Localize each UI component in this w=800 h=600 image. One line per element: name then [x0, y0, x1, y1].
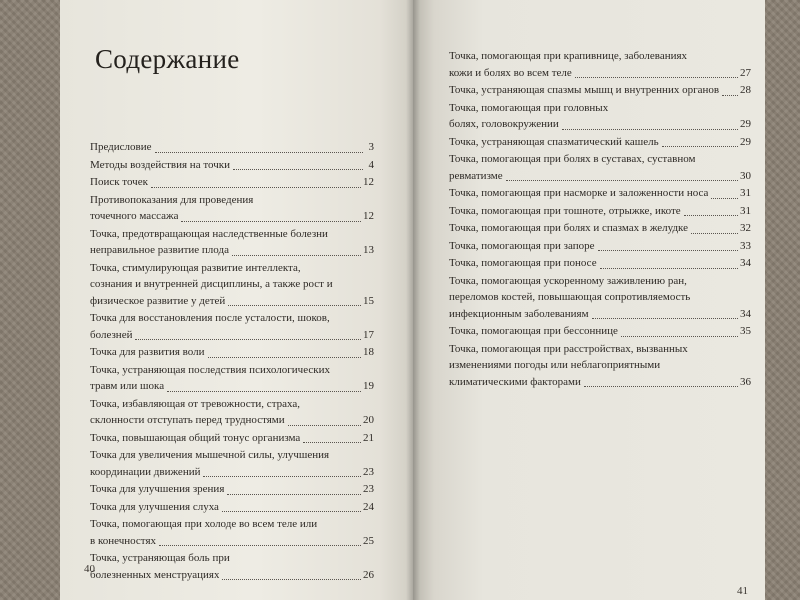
dot-leader [181, 219, 361, 222]
toc-entry-line [90, 310, 374, 327]
toc-entry [449, 203, 751, 220]
dot-leader [506, 178, 738, 181]
toc-entry-title: инфекционным заболеваниям [449, 307, 589, 320]
toc-entry-line [449, 203, 751, 220]
toc-page-number: 20 [363, 414, 374, 426]
page-number-left: 40 [84, 563, 95, 575]
dot-leader [662, 144, 738, 147]
toc-entry [449, 82, 751, 99]
page-title: Содержание [95, 44, 240, 74]
book-gutter [406, 0, 420, 600]
toc-entry-title: неправильное развитие плода [90, 244, 229, 256]
toc-entry-line [90, 396, 374, 413]
toc-entry-line [90, 499, 374, 516]
toc-entry-line [90, 226, 374, 243]
toc-entry [449, 185, 751, 202]
toc-page-number: 24 [363, 500, 374, 513]
toc-entry-title: Точка, помогающая при насморке и заложенности носа [449, 187, 709, 199]
dot-leader [575, 75, 738, 78]
toc-entry [449, 255, 751, 272]
toc-entry-title: Точка, устраняющая боль при [90, 552, 230, 564]
toc-entry [449, 238, 751, 255]
toc-entry-title: Точка, помогающая при крапивнице, заболеваниях [449, 50, 688, 62]
toc-entry-line [90, 362, 374, 379]
toc-entry-title: Точка для улучшения слуха [90, 500, 219, 513]
toc-entry-line [90, 344, 374, 361]
dot-leader [159, 543, 361, 546]
toc-entry-line [449, 323, 751, 340]
toc-entry-line [90, 174, 374, 191]
toc-entry-title: болезней [90, 328, 133, 341]
toc-entry-title: кожи и болях во всем теле [449, 66, 572, 79]
toc-entry-line [449, 100, 751, 117]
toc-list-left [90, 139, 374, 584]
toc-entry-line [449, 341, 751, 358]
toc-entry-line [90, 533, 374, 550]
toc-entry [449, 220, 751, 237]
dot-leader [621, 334, 738, 337]
toc-entry-line [90, 412, 374, 429]
toc-entry-title: Точка, предотвращающая наследственные болезни [90, 227, 328, 240]
toc-entry [90, 481, 374, 498]
toc-entry-title: Точка, помогающая при тошноте, отрыжке, икоте [449, 204, 681, 217]
toc-page-number: 17 [363, 328, 374, 341]
dot-leader [232, 253, 361, 256]
toc-entry-line [90, 293, 374, 310]
toc-page-number: 36 [740, 375, 751, 388]
toc-entry-title: Точка, помогающая при холоде во всем теле или [90, 518, 318, 530]
toc-entry-title: Точка для увеличения мышечной силы, улучшения [90, 449, 330, 461]
toc-page-number: 28 [740, 84, 751, 96]
toc-page-number: 23 [363, 483, 374, 495]
dot-leader [592, 316, 738, 319]
toc-entry-title: склонности отступать перед трудностями [90, 414, 285, 426]
toc-page-number: 31 [740, 204, 751, 217]
toc-entry [90, 139, 374, 156]
toc-entry-title: Точка, помогающая при бессоннице [449, 325, 618, 337]
toc-entry-title: Точка, устраняющая спазматический кашель [449, 135, 659, 148]
dot-leader [151, 185, 361, 188]
toc-entry-title: сознания и внутренней дисциплины, а также рост и [90, 278, 333, 290]
toc-page-number: 3 [368, 141, 374, 153]
toc-entry-line [90, 378, 374, 395]
toc-entry [449, 151, 751, 184]
toc-page-number: 12 [363, 176, 374, 188]
toc-entry [90, 447, 374, 480]
toc-entry-line [90, 327, 374, 344]
toc-page-number: 19 [363, 380, 374, 392]
toc-entry [90, 260, 374, 310]
toc-entry [90, 344, 374, 361]
toc-page-number: 4 [368, 158, 374, 171]
toc-entry-title: Точка, устраняющая последствия психологических [90, 363, 330, 376]
toc-entry-line [90, 567, 374, 584]
toc-entry [90, 550, 374, 583]
page-number-right: 41 [737, 585, 748, 597]
toc-entry-title: Противопоказания для проведения [90, 193, 254, 206]
toc-entry-title: точечного массажа [90, 210, 179, 222]
toc-entry-line [90, 260, 374, 277]
dot-leader [228, 303, 361, 306]
toc-entry-title: ревматизме [449, 169, 503, 182]
toc-entry-title: Точка, помогающая при поносе [449, 257, 597, 269]
toc-entry-line [90, 208, 374, 225]
toc-entry-line [449, 255, 751, 272]
toc-entry-line [449, 168, 751, 185]
toc-entry-title: Точка, помогающая при головных [449, 101, 609, 114]
toc-entry-title: Поиск точек [90, 176, 148, 188]
dot-leader [203, 474, 361, 477]
toc-entry-title: Точка, стимулирующая развитие интеллекта, [90, 261, 301, 274]
toc-entry-title: Точка, помогающая при запоре [449, 239, 595, 252]
dot-leader [288, 423, 361, 426]
toc-entry-line [449, 374, 751, 391]
toc-entry-line [90, 430, 374, 447]
toc-entry-line [90, 516, 374, 533]
toc-entry [90, 226, 374, 259]
dot-leader [598, 248, 739, 251]
toc-entry-line [90, 550, 374, 567]
toc-entry-line [90, 447, 374, 464]
dot-leader [562, 127, 738, 130]
dot-leader [584, 384, 738, 387]
toc-entry-line [90, 242, 374, 259]
dot-leader [208, 355, 361, 358]
dot-leader [722, 93, 738, 96]
toc-entry-title: травм или шока [90, 380, 165, 392]
toc-entry-title: Точка для восстановления после усталости, шоков, [90, 312, 330, 324]
toc-page-number: 29 [740, 118, 751, 130]
dot-leader [222, 509, 361, 512]
toc-page-number: 29 [740, 135, 751, 148]
toc-entry-line [449, 357, 751, 374]
toc-entry-line [449, 82, 751, 99]
toc-entry-title: климатическими факторами [449, 375, 581, 388]
toc-entry-title: Точка, помогающая при болях в суставах, суставном [449, 153, 696, 165]
toc-entry [449, 48, 751, 81]
toc-entry-line [449, 134, 751, 151]
toc-page-number: 18 [363, 346, 374, 358]
toc-page-number: 27 [740, 66, 751, 79]
toc-entry-line [449, 220, 751, 237]
toc-page-number: 25 [363, 534, 374, 547]
toc-entry-line [90, 464, 374, 481]
toc-page-number: 12 [363, 210, 374, 222]
dot-leader [155, 150, 364, 153]
toc-entry-title: переломов костей, повышающая сопротивляемость [449, 291, 691, 303]
dot-leader [600, 266, 738, 269]
toc-entry-line [449, 238, 751, 255]
toc-entry [90, 174, 374, 191]
dot-leader [167, 389, 361, 392]
toc-entry [90, 310, 374, 343]
toc-page-number: 26 [363, 568, 374, 581]
toc-page-number: 34 [740, 307, 751, 320]
toc-page-number: 35 [740, 325, 751, 337]
toc-entry [90, 192, 374, 225]
toc-entry-line [90, 481, 374, 498]
toc-entry-line [449, 151, 751, 168]
toc-entry-title: болях, головокружении [449, 118, 559, 130]
toc-entry-title: Точка для улучшения зрения [90, 483, 225, 495]
toc-entry [90, 516, 374, 549]
toc-entry-title: Предисловие [90, 141, 152, 153]
dot-leader [711, 196, 738, 199]
toc-entry-line [449, 116, 751, 133]
dot-leader [691, 231, 738, 234]
toc-entry-title: Методы воздействия на точки [90, 158, 230, 171]
dot-leader [135, 337, 361, 340]
toc-entry-line [449, 273, 751, 290]
dot-leader [684, 213, 738, 216]
toc-entry-line [449, 65, 751, 82]
toc-entry-title: Точка, помогающая при расстройствах, вызванных [449, 342, 688, 355]
toc-entry [449, 134, 751, 151]
toc-page-number: 21 [363, 431, 374, 444]
toc-entry-title: Точка, помогающая при болях и спазмах в желудке [449, 222, 689, 234]
dot-leader [222, 577, 361, 580]
toc-page-number: 33 [740, 239, 751, 252]
toc-entry-line [90, 276, 374, 293]
toc-page-number: 30 [740, 169, 751, 182]
toc-entry-line [90, 157, 374, 174]
toc-page-number: 23 [363, 465, 374, 478]
toc-entry-line [90, 192, 374, 209]
toc-entry [449, 273, 751, 323]
toc-entry [90, 430, 374, 447]
toc-page-number: 13 [363, 244, 374, 256]
toc-entry-title: Точка, избавляющая от тревожности, страха, [90, 397, 300, 410]
toc-entry [449, 100, 751, 133]
toc-entry-title: в конечностях [90, 534, 157, 547]
toc-list-right [449, 48, 751, 391]
toc-entry [90, 499, 374, 516]
toc-entry-line [90, 139, 374, 156]
toc-page-number: 34 [740, 257, 751, 269]
dot-leader [303, 440, 361, 443]
toc-entry-title: физическое развитие у детей [90, 294, 226, 307]
toc-entry [90, 396, 374, 429]
toc-entry-title: болезненных менструациях [90, 568, 220, 581]
toc-entry [449, 341, 751, 391]
toc-page-number: 15 [363, 294, 374, 307]
toc-entry-title: координации движений [90, 465, 201, 478]
toc-entry-title: изменениями погоды или неблагоприятными [449, 359, 661, 371]
dot-leader [227, 492, 361, 495]
toc-entry-line [449, 48, 751, 65]
toc-entry-line [449, 289, 751, 306]
toc-entry [90, 157, 374, 174]
toc-entry-title: Точка для развития воли [90, 346, 205, 358]
dot-leader [233, 167, 363, 170]
toc-entry-title: Точка, устраняющая спазмы мышц и внутренних органов [449, 84, 720, 96]
toc-entry-title: Точка, повышающая общий тонус организма [90, 431, 301, 444]
toc-entry [90, 362, 374, 395]
toc-page-number: 31 [740, 187, 751, 199]
toc-entry [449, 323, 751, 340]
toc-entry-title: Точка, помогающая ускоренному заживлению ран, [449, 274, 687, 287]
toc-entry-line [449, 306, 751, 323]
toc-page-number: 32 [740, 222, 751, 234]
toc-entry-line [449, 185, 751, 202]
